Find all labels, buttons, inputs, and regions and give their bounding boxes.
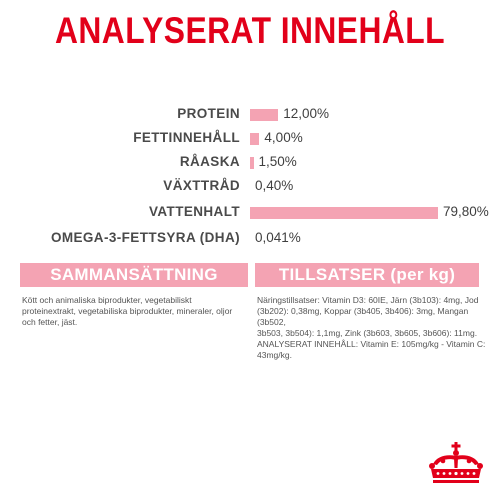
composition-line: och fetter, jäst. <box>22 317 78 327</box>
analysis-value: 0,041% <box>255 230 301 245</box>
additives-line: (3b202): 0,38mg, Koppar (3b405, 3b406): 3mg, Mangan (3b502, <box>257 306 469 327</box>
page-title: ANALYSERAT INNEHÅLL <box>54 10 446 51</box>
analysis-label: PROTEIN <box>177 106 240 121</box>
analysis-value: 4,00% <box>264 130 303 145</box>
analysis-bar <box>250 157 254 169</box>
analysis-label: OMEGA-3-FETTSYRA (DHA) <box>50 230 240 245</box>
additives-line: Näringstillsatser: Vitamin D3: 60IE, Järn (3b103): 4mg, Jod <box>257 295 479 305</box>
analysis-label: VATTENHALT <box>149 204 240 219</box>
analysis-bar <box>250 207 438 219</box>
analysis-row <box>0 174 500 198</box>
analysis-bar <box>250 133 259 145</box>
additives-line: ANALYSERAT INNEHÅLL: Vitamin E: 105mg/kg - Vitamin C: <box>257 339 486 349</box>
crown-logo-icon <box>423 442 489 484</box>
analysis-label: FETTINNEHÅLL <box>133 130 240 145</box>
additives-line: 3b503, 3b504): 1,1mg, Zink (3b603, 3b605, 3b606): 11mg. <box>257 328 478 338</box>
composition-line: proteinextrakt, vegetabiliska biprodukter, mineraler, oljor <box>22 306 233 316</box>
composition-heading-banner <box>20 263 248 287</box>
additives-text <box>257 295 493 361</box>
additives-heading: TILLSATSER (per kg) <box>278 265 456 284</box>
analysis-row <box>0 150 500 174</box>
analysis-row <box>0 102 500 126</box>
additives-heading-banner <box>255 263 479 287</box>
analysis-label: RÅASKA <box>179 154 240 169</box>
composition-heading: SAMMANSÄTTNING <box>50 265 218 284</box>
analysis-bar <box>250 109 278 121</box>
analysis-value: 12,00% <box>283 106 330 121</box>
composition-text <box>22 295 250 328</box>
analysis-value: 79,80% <box>443 204 489 219</box>
analysis-row <box>0 226 500 250</box>
analysis-table <box>0 102 500 254</box>
analysis-value: 1,50% <box>258 154 297 169</box>
analysis-row <box>0 126 500 150</box>
analysis-row <box>0 200 500 224</box>
analysis-label: VÄXTTRÅD <box>163 178 240 193</box>
additives-line: 43mg/kg. <box>257 350 292 360</box>
analysis-value: 0,40% <box>255 178 294 193</box>
composition-line: Kött och animaliska biprodukter, vegetabiliskt <box>22 295 192 305</box>
